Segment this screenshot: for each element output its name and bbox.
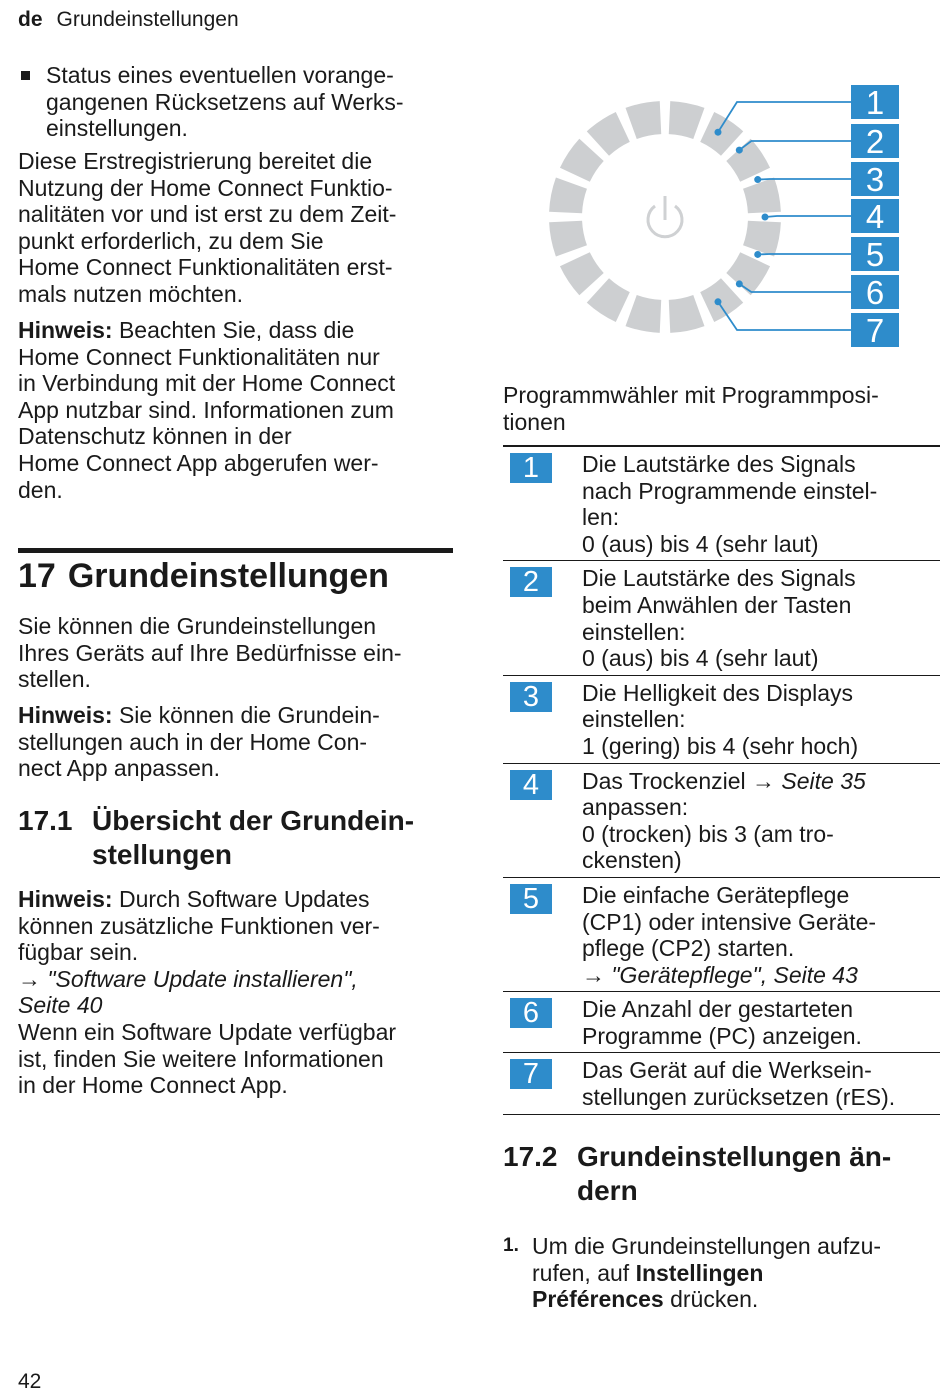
- dial-segment: [549, 221, 587, 257]
- figure-caption: Programmwähler mit Programmposi- tionen: [503, 382, 940, 435]
- dial-segment: [669, 101, 705, 139]
- callout-dot: [714, 129, 721, 136]
- section-17-heading: 17 Grundeinstellungen: [18, 554, 389, 598]
- table-row: [503, 992, 940, 1053]
- callout-group: [714, 84, 899, 349]
- bullet-square-icon: [21, 71, 30, 80]
- reference-arrow-icon: →: [582, 962, 605, 988]
- callout-dot: [714, 298, 721, 305]
- dial-segment: [560, 139, 604, 182]
- callout-leader-line: [758, 179, 851, 180]
- page-header: [18, 8, 239, 32]
- callout-number: 6: [866, 274, 884, 311]
- paragraph-intro: Sie können die Grundeinstellungen Ihres Geräts auf Ihre Bedürfnisse ein- stellen.: [18, 613, 458, 693]
- hint-app: Hinweis: Sie können die Grundein- stellungen auch in der Home Con- nect App anpassen.: [18, 702, 458, 782]
- dial-segment: [726, 139, 770, 182]
- dial-segment: [587, 278, 630, 322]
- section-divider: [18, 548, 453, 553]
- bullet-text: Status eines eventuellen vorange- gangenen Rücksetzens auf Werks- einstellungen.: [18, 62, 458, 142]
- dial-segment: [626, 295, 662, 333]
- reference-arrow-icon: →: [752, 768, 775, 794]
- table-row: [503, 1053, 940, 1114]
- callout-dot: [736, 147, 743, 154]
- dial-segment: [549, 178, 587, 214]
- button-label-instellingen: Instellingen: [636, 1260, 764, 1286]
- callout-number: 7: [866, 312, 884, 349]
- row-description: Die Helligkeit des Displays einstellen: 1 (gering) bis 4 (sehr hoch): [582, 676, 940, 763]
- hint-software-update: Hinweis: Durch Software Updates können zusätzliche Funktionen ver- fügbar sein. → "Software Update installieren", Seite 40 Wenn ein Software Update verfügbar ist, finden Sie weitere Informationen in der Home Connect App.: [18, 886, 458, 1099]
- language-code: de: [18, 8, 43, 31]
- section-17-2-heading: 17.2 Grundeinstellungen än- dern: [503, 1140, 891, 1208]
- table-row: [503, 447, 940, 561]
- row-description: Die Anzahl der gestarteten Programme (PC) anzeigen.: [582, 992, 940, 1052]
- dial-segment: [743, 221, 781, 257]
- cross-reference-link[interactable]: "Software Update installieren",: [41, 966, 358, 992]
- cross-reference-page[interactable]: Seite 40: [18, 992, 102, 1018]
- header-title: Grundeinstellungen: [57, 8, 239, 31]
- row-description: Die einfache Gerätepflege (CP1) oder intensive Geräte- pflege (CP2) starten. → "Gerätepflege", Seite 43: [582, 878, 940, 991]
- callout-dot: [754, 251, 761, 258]
- hint-label: Hinweis:: [18, 886, 113, 912]
- row-number-badge: 7: [510, 1059, 552, 1089]
- dial-segment: [669, 295, 705, 333]
- dial-segment: [726, 252, 770, 295]
- row-description: Die Lautstärke des Signals beim Anwählen der Tasten einstellen: 0 (aus) bis 4 (sehr laut): [582, 561, 940, 674]
- step-text: Um die Grundeinstellungen aufzu- rufen, auf Instellingen Préférences drücken.: [503, 1233, 940, 1313]
- row-description: Die Lautstärke des Signals nach Programmende einstel- len: 0 (aus) bis 4 (sehr laut): [582, 447, 940, 560]
- row-number-badge: 1: [510, 453, 552, 483]
- row-number-badge: 4: [510, 770, 552, 800]
- dial-segment: [560, 252, 604, 295]
- bullet-item: [18, 62, 458, 142]
- table-row: [503, 676, 940, 764]
- hint-privacy: Hinweis: Beachten Sie, dass die Home Connect Funktionalitäten nur in Verbindung mit der Home Connect App nutzbar sind. Informationen zum Datenschutz können in der Home Connect App abgerufen wer- den.: [18, 317, 458, 503]
- settings-table: [503, 445, 940, 1115]
- callout-number: 3: [866, 161, 884, 198]
- paragraph-registration: Diese Erstregistrierung bereitet die Nutzung der Home Connect Funktio- nalitäten vor und ist erst zu dem Zeit- punkt erforderlich, zu dem Sie Home Connect Funktionalitäten erst- mals nutzen möchten.: [18, 148, 458, 308]
- callout-dot: [754, 176, 761, 183]
- section-17-1-heading: 17.1 Übersicht der Grundein- stellungen: [18, 804, 414, 872]
- cross-reference-link[interactable]: "Gerätepflege", Seite 43: [605, 962, 858, 988]
- dial-segment: [743, 178, 781, 214]
- callout-leader-line: [765, 216, 851, 217]
- button-label-preferences: Préférences: [532, 1286, 664, 1312]
- dial-segment: [626, 101, 662, 139]
- callout-number: 4: [866, 198, 884, 235]
- row-number-badge: 5: [510, 884, 552, 914]
- cross-reference-link[interactable]: Seite 35: [775, 768, 866, 794]
- hint-label: Hinweis:: [18, 702, 113, 728]
- callout-4: [762, 198, 900, 235]
- table-row: [503, 764, 940, 878]
- callout-dot: [762, 214, 769, 221]
- row-description: Das Gerät auf die Werksein- stellungen zurücksetzen (rES).: [582, 1053, 940, 1113]
- reference-arrow-icon: →: [18, 966, 41, 992]
- row-number-badge: 2: [510, 567, 552, 597]
- row-description: Das Trockenziel → Seite 35 anpassen: 0 (trocken) bis 3 (am tro- ckensten): [582, 764, 940, 877]
- power-icon: [648, 196, 682, 237]
- callout-number: 5: [866, 236, 884, 273]
- step-number: 1.: [503, 1233, 519, 1260]
- callout-dot: [736, 280, 743, 287]
- row-number-badge: 3: [510, 682, 552, 712]
- hint-label: Hinweis:: [18, 317, 113, 343]
- row-number-badge: 6: [510, 998, 552, 1028]
- callout-number: 2: [866, 123, 884, 160]
- page-number: 42: [18, 1370, 41, 1394]
- instruction-step: [503, 1233, 940, 1313]
- callout-number: 1: [866, 84, 884, 121]
- program-selector-diagram: [545, 80, 905, 352]
- table-row: [503, 878, 940, 992]
- dial-segment: [587, 112, 630, 156]
- table-row: [503, 561, 940, 675]
